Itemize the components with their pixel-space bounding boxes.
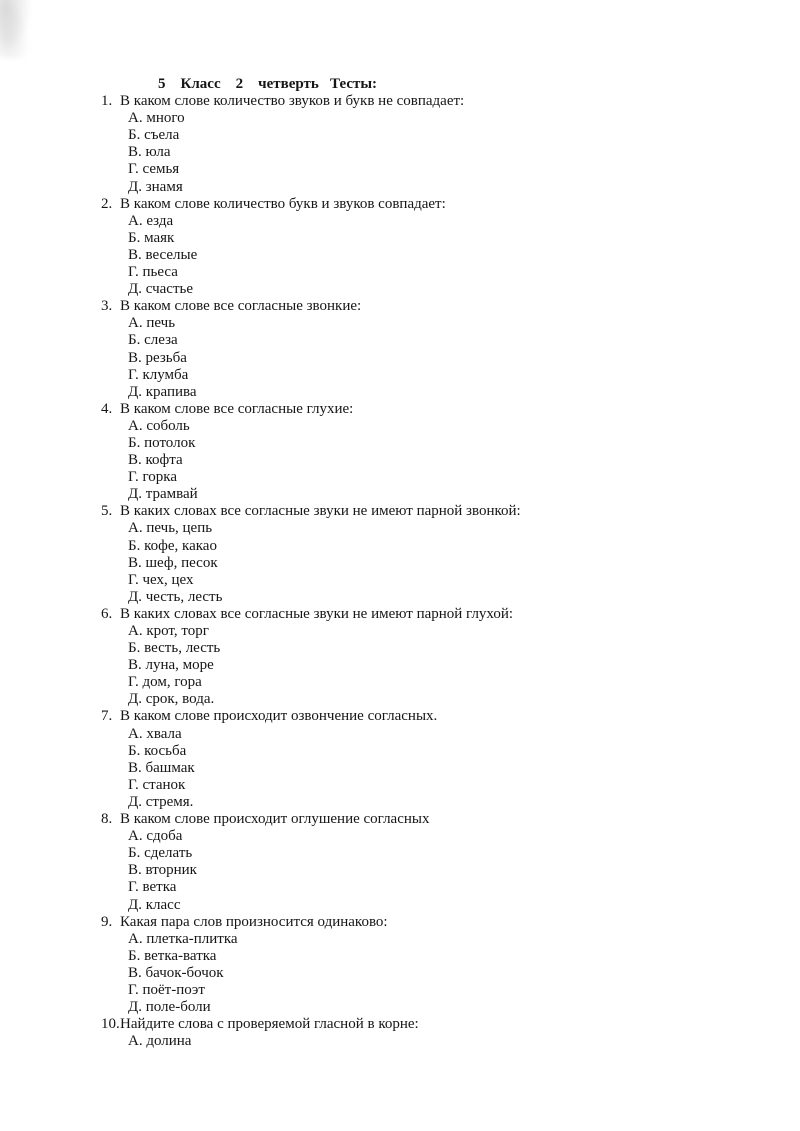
option-item: Г. горка xyxy=(128,469,177,486)
question-number: 1. xyxy=(101,93,113,110)
question-line xyxy=(101,401,740,418)
option-item: Б. слеза xyxy=(128,332,178,349)
question-line xyxy=(101,503,740,520)
option-item: А. долина xyxy=(128,1033,192,1050)
page-title: 5 Класс 2 четверть Тесты: xyxy=(158,76,378,92)
option-item: Г. поёт-поэт xyxy=(128,981,205,998)
option-list xyxy=(128,418,740,503)
question-number: 6. xyxy=(101,605,113,622)
option-item: Д. класс xyxy=(128,896,181,913)
question-item xyxy=(101,606,740,709)
option-item: Б. кофе, какао xyxy=(128,537,217,554)
question-text: В каком слове происходит озвончение согласных. xyxy=(120,708,438,725)
option-item: Г. семья xyxy=(128,161,180,178)
question-number: 5. xyxy=(101,503,113,520)
option-item: Б. весть, лесть xyxy=(128,640,221,657)
question-text: В каких словах все согласные звуки не имеют парной глухой: xyxy=(120,605,514,622)
option-item: А. езда xyxy=(128,212,174,229)
question-line xyxy=(101,1016,740,1033)
option-item: Б. косьба xyxy=(128,742,187,759)
option-item: Б. ветка-ватка xyxy=(128,947,217,964)
option-item: Д. трамвай xyxy=(128,486,198,503)
question-line xyxy=(101,708,740,725)
question-text: В каком слове количество букв и звуков совпадает: xyxy=(120,195,446,212)
option-item: А. соболь xyxy=(128,417,190,434)
question-item xyxy=(101,1016,740,1050)
option-item: А. сдоба xyxy=(128,828,183,845)
question-number: 8. xyxy=(101,811,113,828)
option-list xyxy=(128,213,740,298)
option-item: Д. стремя. xyxy=(128,793,194,810)
option-item: А. печь xyxy=(128,315,176,332)
question-item xyxy=(101,401,740,504)
option-item: Д. знамя xyxy=(128,178,183,195)
option-item: А. крот, торг xyxy=(128,623,209,639)
option-item: Г. станок xyxy=(128,776,186,793)
option-item: А. много xyxy=(128,110,185,127)
question-item xyxy=(101,914,740,1017)
question-line xyxy=(101,606,740,623)
option-item: Д. честь, лесть xyxy=(128,588,223,605)
question-item xyxy=(101,708,740,811)
option-list xyxy=(128,931,740,1016)
question-item xyxy=(101,298,740,401)
question-number: 9. xyxy=(101,913,113,930)
question-line xyxy=(101,93,740,110)
option-item: Д. срок, вода. xyxy=(128,691,215,708)
option-item: Д. счастье xyxy=(128,281,194,298)
option-item: Б. маяк xyxy=(128,229,175,246)
option-list xyxy=(128,726,740,811)
question-line xyxy=(101,196,740,213)
question-line xyxy=(101,811,740,828)
option-item: В. бачок-бочок xyxy=(128,964,224,981)
option-list xyxy=(128,315,740,400)
question-item xyxy=(101,811,740,914)
question-item xyxy=(101,196,740,299)
option-item: Г. ветка xyxy=(128,879,177,896)
option-item: А. плетка-плитка xyxy=(128,930,238,947)
option-list xyxy=(128,828,740,913)
option-item: В. луна, море xyxy=(128,657,214,674)
option-item: Д. поле-боли xyxy=(128,999,211,1016)
question-text: Какая пара слов произносится одинаково: xyxy=(120,913,388,930)
question-number: 7. xyxy=(101,708,113,725)
option-item: В. вторник xyxy=(128,862,197,879)
option-item: Г. чех, цех xyxy=(128,571,194,588)
option-item: Г. пьеса xyxy=(128,264,178,281)
question-text: В каких словах все согласные звуки не имеют парной звонкой: xyxy=(120,503,521,520)
option-item: Б. съела xyxy=(128,127,180,144)
question-line xyxy=(101,914,740,931)
question-text: В каком слове все согласные глухие: xyxy=(120,400,354,417)
option-item: А. печь, цепь xyxy=(128,520,213,537)
option-item: В. резьба xyxy=(128,349,187,366)
question-text: Найдите слова с проверяемой гласной в корне: xyxy=(120,1016,419,1033)
option-list xyxy=(128,110,740,195)
question-item xyxy=(101,503,740,606)
option-item: А. хвала xyxy=(128,725,182,742)
question-text: В каком слове все согласные звонкие: xyxy=(120,298,362,315)
option-item: Д. крапива xyxy=(128,383,197,400)
question-number: 2. xyxy=(101,195,113,212)
option-list xyxy=(128,520,740,605)
option-list xyxy=(128,623,740,708)
question-text: В каком слове происходит оглушение согласных xyxy=(120,811,430,828)
option-item: Б. сделать xyxy=(128,845,193,862)
question-list xyxy=(101,93,740,1050)
option-item: В. шеф, песок xyxy=(128,554,218,571)
option-item: Б. потолок xyxy=(128,434,196,451)
question-item xyxy=(101,93,740,196)
question-number: 4. xyxy=(101,400,113,417)
option-item: В. кофта xyxy=(128,452,183,469)
option-item: В. башмак xyxy=(128,759,195,776)
option-item: В. веселые xyxy=(128,246,198,263)
option-item: Г. клумба xyxy=(128,366,189,383)
question-number: 10. xyxy=(101,1016,120,1033)
option-item: В. юла xyxy=(128,144,171,161)
option-list xyxy=(128,1033,740,1050)
question-number: 3. xyxy=(101,298,113,315)
option-item: Г. дом, гора xyxy=(128,674,202,691)
question-text: В каком слове количество звуков и букв не совпадает: xyxy=(120,93,465,110)
question-line xyxy=(101,298,740,315)
